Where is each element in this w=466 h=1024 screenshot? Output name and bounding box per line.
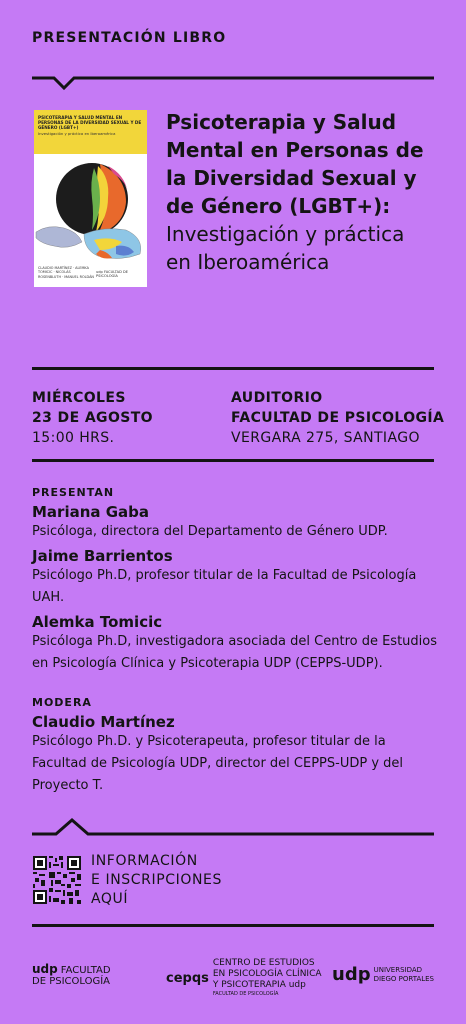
presenter-item: [32, 613, 440, 675]
event-when: [32, 388, 153, 448]
info-line-3: AQUÍ: [91, 891, 129, 907]
udp-faculty-line1: FACULTAD: [60, 965, 111, 976]
event-venue: AUDITORIO: [231, 390, 323, 406]
cepqs-line4: FACULTAD DE PSICOLOGÍA: [212, 991, 279, 997]
event-type-label: PRESENTACIÓN LIBRO: [32, 30, 227, 46]
presenter-desc: Psicólogo Ph.D, profesor titular de la Facultad de Psicología UAH.: [32, 568, 417, 605]
moderator-section: [32, 696, 440, 797]
top-divider: [32, 66, 434, 96]
event-time: 15:00 HRS.: [32, 430, 115, 446]
moderator-name: Claudio Martínez: [32, 713, 175, 731]
udp-univ-line2: DIEGO PORTALES: [373, 974, 435, 983]
presenters-heading: PRESENTAN: [32, 486, 115, 499]
udp-mark: udp: [32, 962, 58, 976]
udp-faculty-logo: [32, 962, 111, 987]
cepqs-logo: [166, 958, 322, 998]
cover-subtitle: Investigación y práctica en Iberoamérica: [38, 131, 116, 136]
event-where: [231, 388, 444, 448]
presenter-name: Alemka Tomicic: [32, 613, 163, 631]
event-faculty: FACULTAD DE PSICOLOGÍA: [231, 410, 445, 426]
info-link[interactable]: [91, 852, 222, 909]
presenter-item: [32, 547, 440, 609]
cepqs-mark: cepqs: [166, 970, 209, 986]
cepqs-line3: Y PSICOTERAPIA udp: [212, 980, 306, 990]
book-title-main: Psicoterapia y Salud Mental en Personas de la Diversidad Sexual y de Género (LGBT+):: [166, 110, 424, 218]
udp-university-logo: [332, 964, 434, 985]
moderator-heading: MODERA: [32, 696, 92, 709]
event-date: 23 DE AGOSTO: [32, 410, 153, 426]
event-day: MIÉRCOLES: [32, 390, 126, 406]
cepqs-line1: CENTRO DE ESTUDIOS: [212, 958, 315, 968]
udp-faculty-line2: DE PSICOLOGÍA: [32, 976, 111, 987]
info-line-2: E INSCRIPCIONES: [91, 872, 222, 888]
udp-univ-mark: udp: [332, 964, 371, 985]
udp-univ-line1: UNIVERSIDAD: [373, 965, 423, 974]
book-title: [166, 108, 434, 276]
divider-2: [32, 459, 434, 462]
event-address: VERGARA 275, SANTIAGO: [231, 430, 420, 446]
book-cover: [34, 110, 147, 287]
info-line-1: INFORMACIÓN: [91, 853, 198, 869]
cover-header: [34, 110, 147, 154]
cepqs-line2: EN PSICOLOGÍA CLÍNICA: [212, 969, 322, 979]
presenter-desc: Psicóloga Ph.D, investigadora asociada del Centro de Estudios en Psicología Clínica y Psicoterapia UDP (CEPPS-UDP).: [32, 634, 438, 671]
cover-title: PSICOTERAPIA Y SALUD MENTAL EN PERSONAS DE LA DIVERSIDAD SEXUAL Y DE GÉNERO (LGBT+): [38, 115, 142, 130]
presenter-item: [32, 503, 440, 543]
divider-1: [32, 367, 434, 370]
presenter-desc: Psicóloga, directora del Departamento de Género UDP.: [32, 524, 388, 539]
cover-authors: CLAUDIO MARTÍNEZ · ALEMKA TOMICIC · NICOLÁS ROSENBLUTH · MANUEL ROLDÁN: [38, 266, 94, 279]
bottom-divider: [32, 818, 434, 840]
presenter-name: Jaime Barrientos: [32, 547, 173, 565]
divider-3: [32, 924, 434, 927]
presenter-name: Mariana Gaba: [32, 503, 150, 521]
moderator-desc: Psicólogo Ph.D. y Psicoterapeuta, profesor titular de la Facultad de Psicología UDP, director del CEPPS-UDP y del Proyecto T.: [32, 734, 404, 793]
cover-publisher: udp FACULTAD DE PSICOLOGÍA: [96, 270, 129, 279]
book-title-sub: Investigación y práctica en Iberoamérica: [166, 222, 405, 274]
cover-art: [34, 154, 147, 264]
presenters-section: [32, 486, 440, 675]
qr-code[interactable]: [33, 856, 81, 904]
